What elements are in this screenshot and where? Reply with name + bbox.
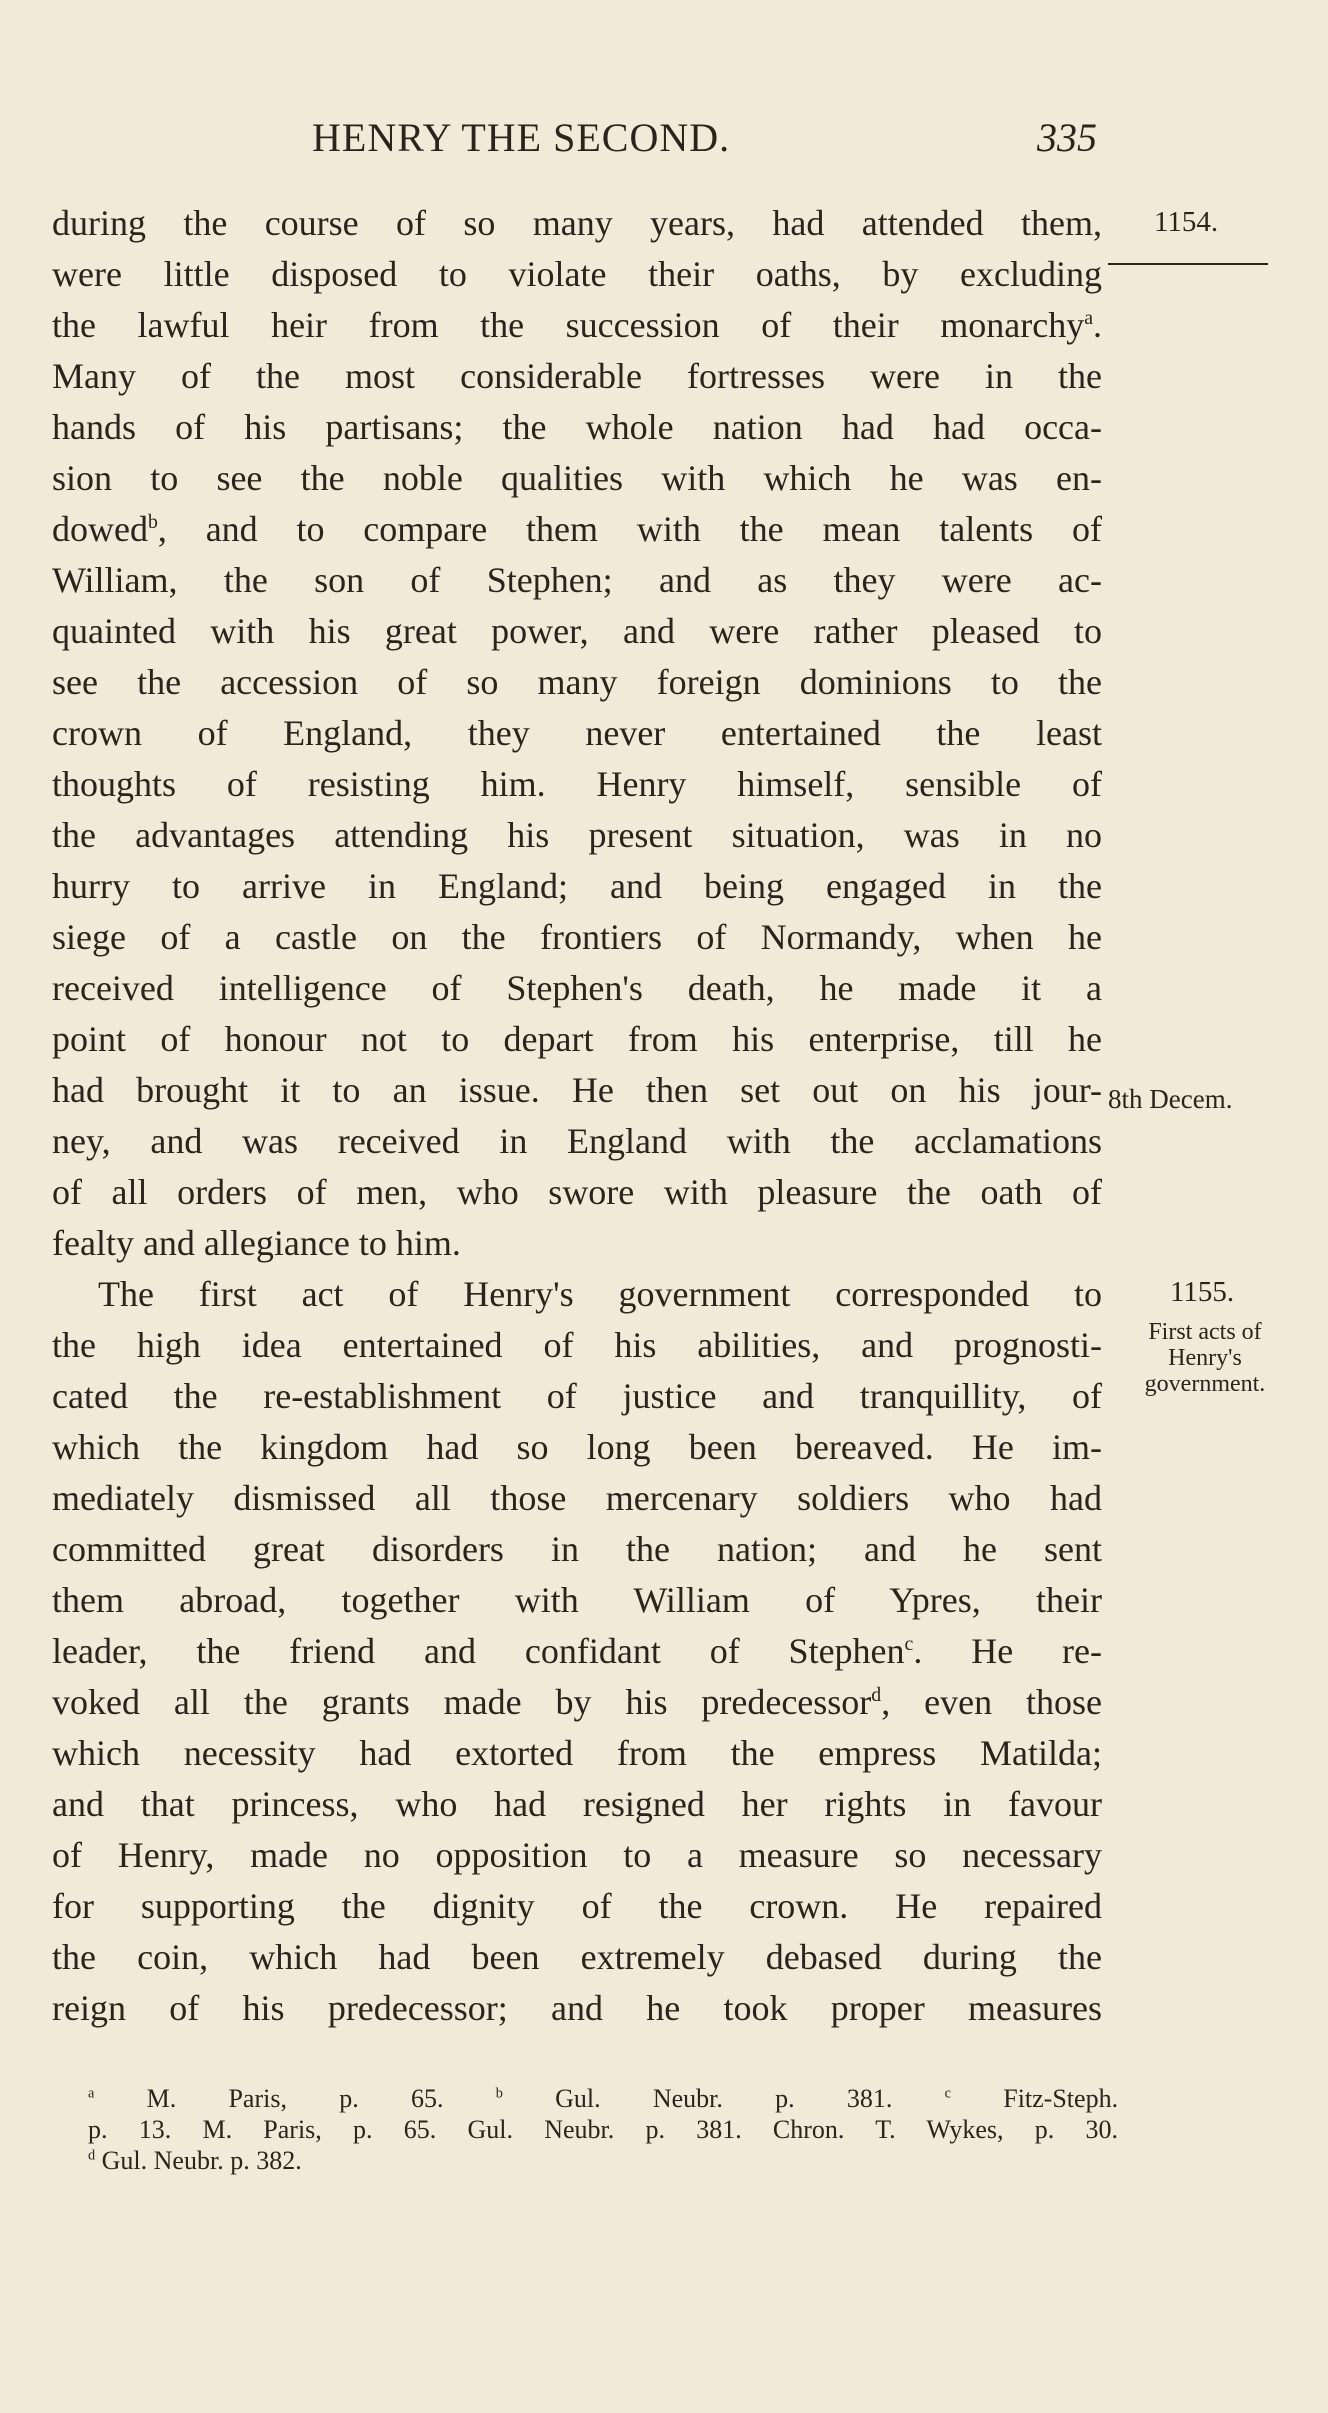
text-line: quainted with his great power, and were rather pleased to bbox=[52, 611, 1102, 651]
text-line: Many of the most considerable fortresses were in the bbox=[52, 356, 1102, 396]
footnote-ref-a: a bbox=[1084, 307, 1093, 329]
text-line: see the accession of so many foreign dominions to the bbox=[52, 662, 1102, 702]
text-line: the lawful heir from the succession of their monarchy$^a$. bbox=[52, 305, 1102, 345]
text-line: leader, the friend and confidant of Stephen$^c$. He re- bbox=[52, 1631, 1102, 1671]
text-line: the high idea entertained of his abilities, and prognosti- bbox=[52, 1325, 1102, 1365]
margin-year-1155: 1155. bbox=[1170, 1276, 1235, 1308]
page-number: 335 bbox=[1037, 115, 1097, 160]
text-line: sion to see the noble qualities with which he was en- bbox=[52, 458, 1102, 498]
body-text bbox=[52, 198, 1102, 2034]
text-line: and that princess, who had resigned her rights in favour bbox=[52, 1784, 1102, 1824]
running-title: HENRY THE SECOND. bbox=[312, 115, 731, 160]
text-line: which the kingdom had so long been bereaved. He im- bbox=[52, 1427, 1102, 1467]
text-line: mediately dismissed all those mercenary soldiers who had bbox=[52, 1478, 1102, 1518]
text-line: during the course of so many years, had attended them, bbox=[52, 203, 1102, 243]
text-line: ney, and was received in England with the acclamations bbox=[52, 1121, 1102, 1161]
text-line: fealty and allegiance to him. bbox=[52, 1223, 461, 1263]
text-line: voked all the grants made by his predecessor$^d$, even those bbox=[52, 1682, 1102, 1722]
footnote-line: p. 13. M. Paris, p. 65. Gul. Neubr. p. 381. Chron. T. Wykes, p. 30. bbox=[88, 2115, 1118, 2144]
text-line: dowed$^b$, and to compare them with the mean talents of bbox=[52, 509, 1102, 549]
text-line: thoughts of resisting him. Henry himself, sensible of bbox=[52, 764, 1102, 804]
text-line: them abroad, together with William of Ypres, their bbox=[52, 1580, 1102, 1620]
text-line: had brought it to an issue. He then set out on his jour- bbox=[52, 1070, 1102, 1110]
text-line: cated the re-establishment of justice and tranquillity, of bbox=[52, 1376, 1102, 1416]
margin-date: 8th Decem. bbox=[1108, 1084, 1233, 1114]
margin-year-1154: 1154. bbox=[1154, 206, 1219, 238]
footnote-line: $^a$ M. Paris, p. 65. $^b$ Gul. Neubr. p. 381. $^c$ Fitz-Steph. bbox=[88, 2084, 1119, 2113]
text-line: the advantages attending his present situation, was in no bbox=[52, 815, 1102, 855]
text-line: reign of his predecessor; and he took proper measures bbox=[52, 1988, 1102, 2028]
text-line: siege of a castle on the frontiers of Normandy, when he bbox=[52, 917, 1102, 957]
text-line: William, the son of Stephen; and as they were ac- bbox=[52, 560, 1102, 600]
text-line: received intelligence of Stephen's death, he made it a bbox=[52, 968, 1102, 1008]
text-line: committed great disorders in the nation; and he sent bbox=[52, 1529, 1102, 1569]
margin-side-note: First acts of Henry's government. bbox=[1144, 1319, 1266, 1397]
text-line: the coin, which had been extremely debased during the bbox=[52, 1937, 1102, 1977]
text-line: of Henry, made no opposition to a measure so necessary bbox=[52, 1835, 1102, 1875]
text-line: of all orders of men, who swore with pleasure the oath of bbox=[52, 1172, 1102, 1212]
text-line: hurry to arrive in England; and being engaged in the bbox=[52, 866, 1102, 906]
text-line: crown of England, they never entertained the least bbox=[52, 713, 1102, 753]
text-line: were little disposed to violate their oaths, by excluding bbox=[52, 254, 1102, 294]
footnotes bbox=[88, 2083, 1118, 2176]
text-line: The first act of Henry's government corresponded to bbox=[98, 1274, 1102, 1314]
margin-rule bbox=[1108, 263, 1268, 265]
text-line: point of honour not to depart from his enterprise, till he bbox=[52, 1019, 1102, 1059]
text-line: for supporting the dignity of the crown. He repaired bbox=[52, 1886, 1102, 1926]
footnote-ref-b: b bbox=[147, 511, 158, 533]
footnote-ref-c: c bbox=[904, 1633, 914, 1655]
footnote-line: $^d$ Gul. Neubr. p. 382. bbox=[88, 2146, 302, 2175]
text-line: which necessity had extorted from the empress Matilda; bbox=[52, 1733, 1102, 1773]
text-line: hands of his partisans; the whole nation had had occa- bbox=[52, 407, 1102, 447]
footnote-ref-d: d bbox=[871, 1684, 882, 1706]
